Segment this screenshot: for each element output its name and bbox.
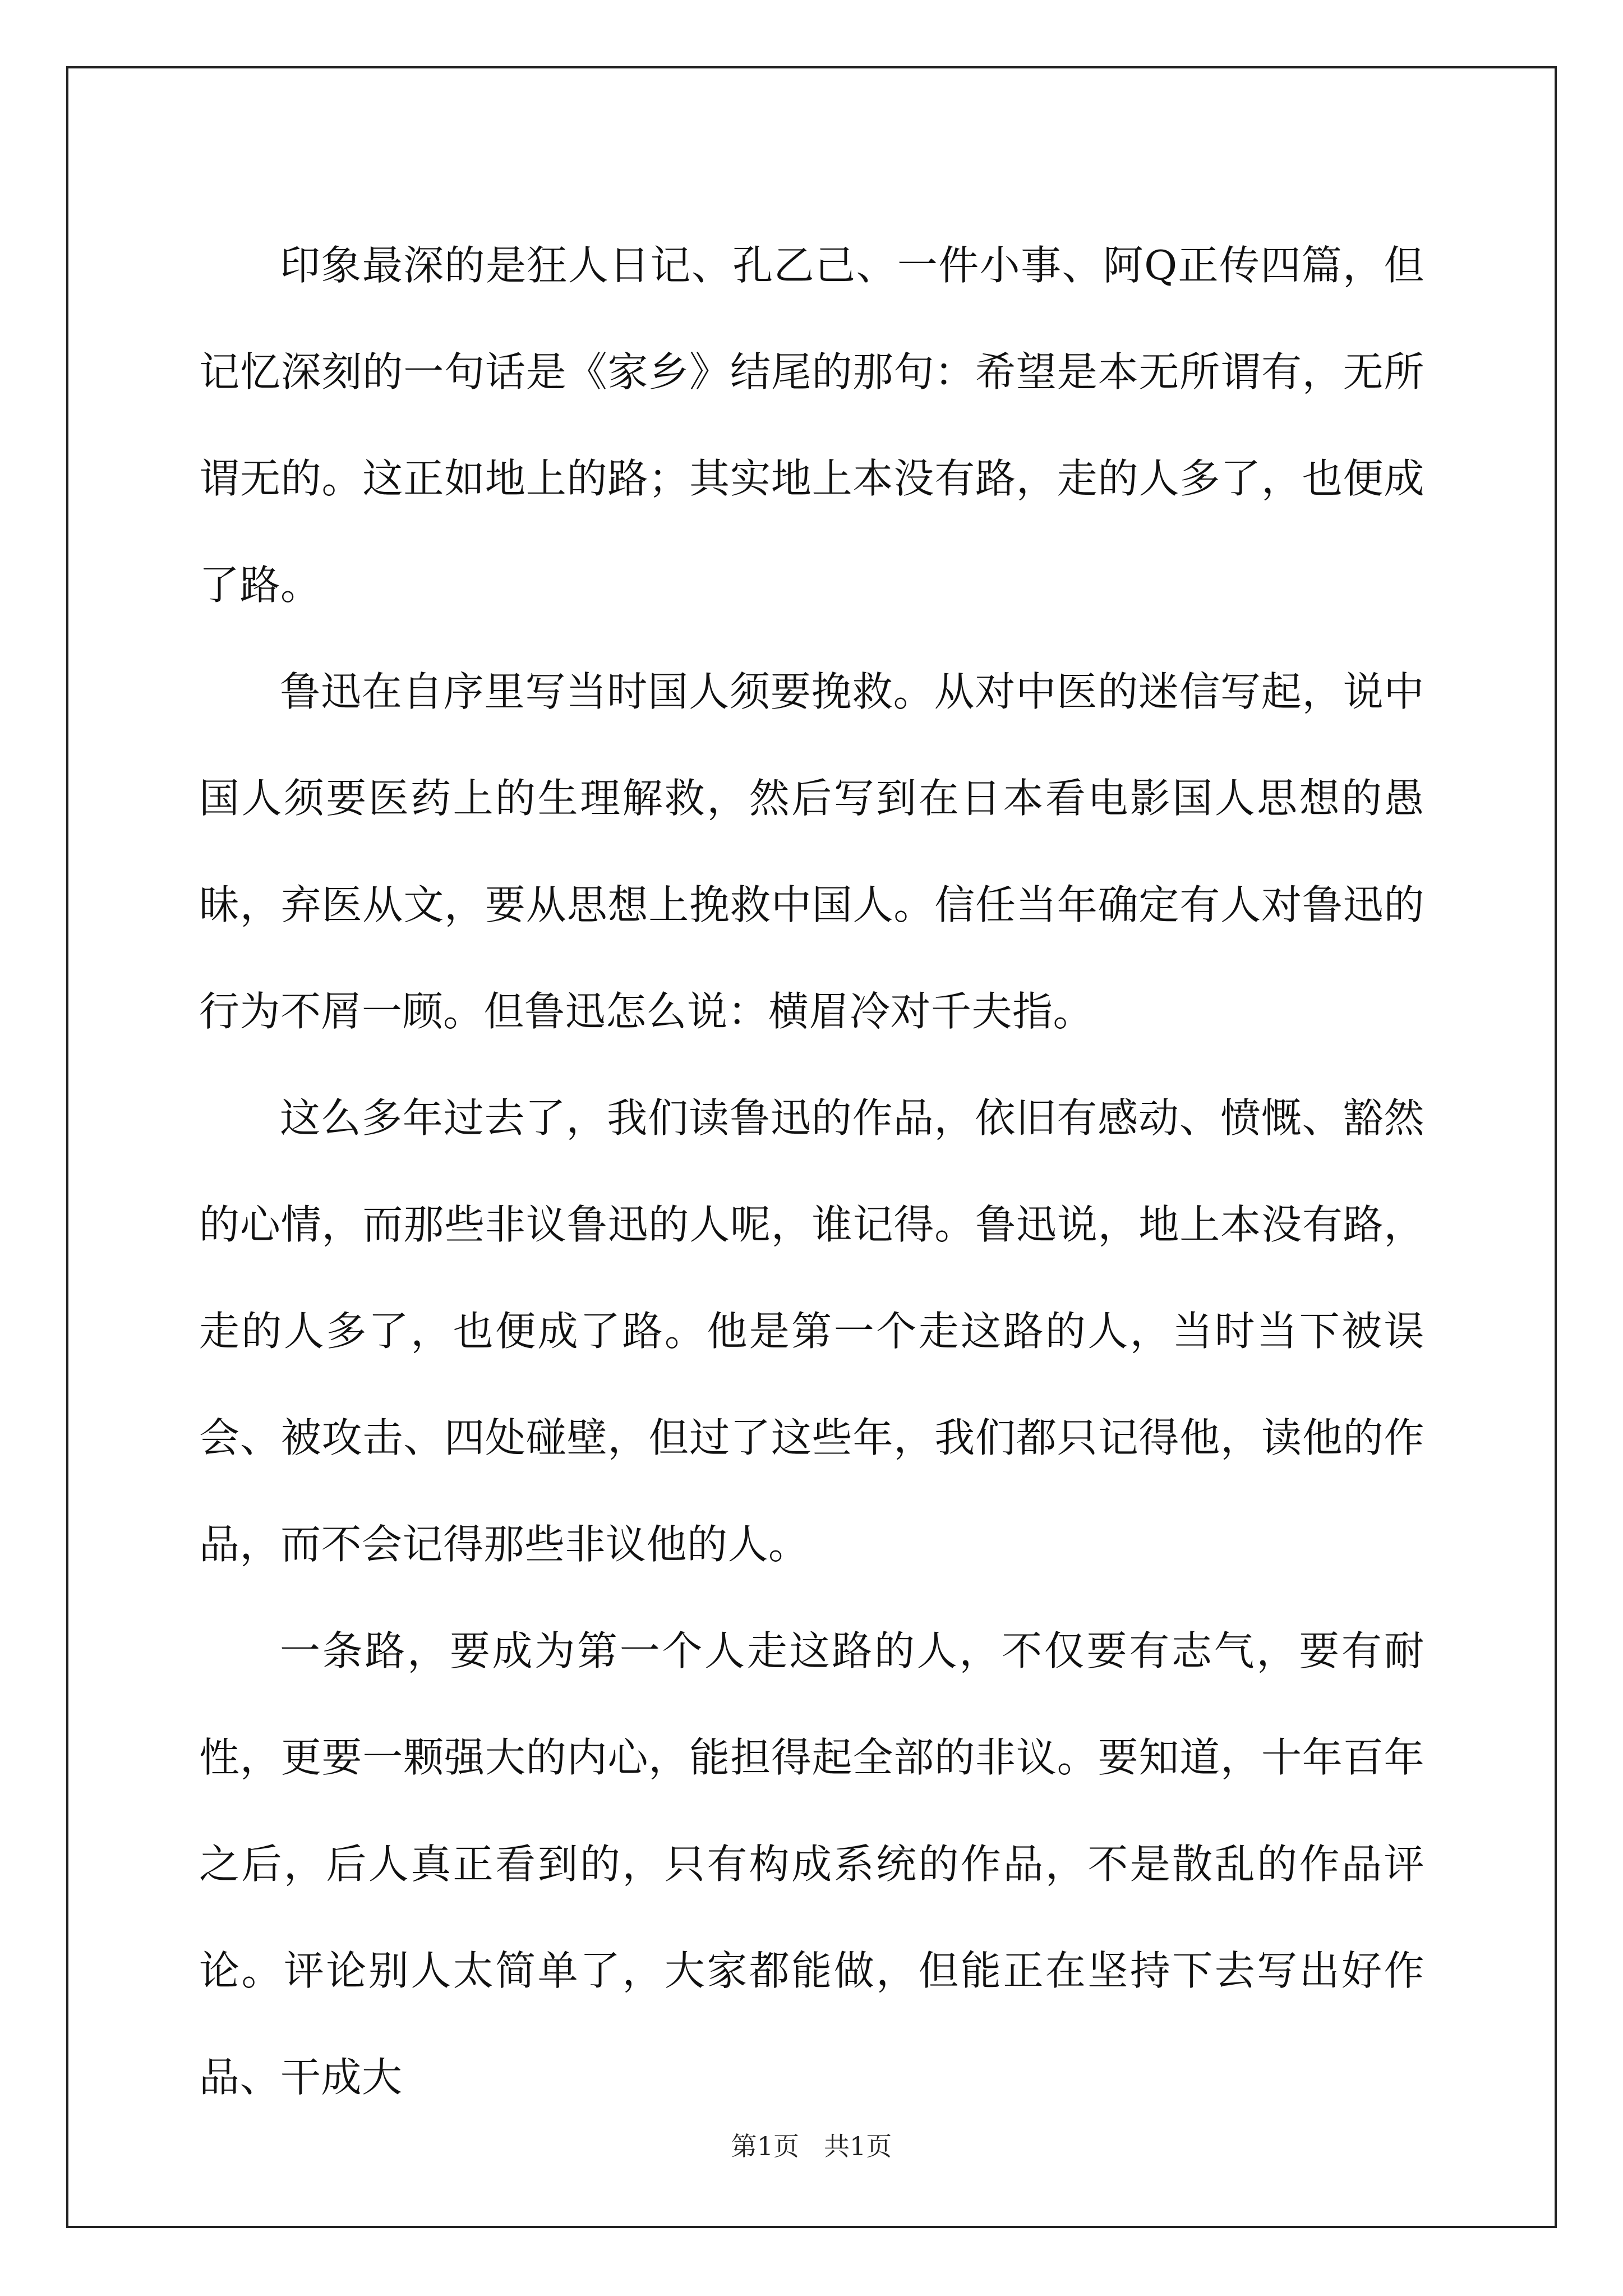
page-number-total: 共1页	[823, 2131, 892, 2161]
paragraph-4: 一条路，要成为第一个人走这路的人，不仅要有志气，要有耐性，更要一颗强大的内心，能担得起全部的非议。要知道，十年百年之后，后人真正看到的，只有构成系统的作品，不是散乱的作品评论。评论别人太简单了，大家都能做，但能正在坚持下去写出好作品、干成大	[199, 1627, 1424, 2101]
page-number-current: 第1页	[731, 2131, 800, 2161]
paragraph-1: 印象最深的是狂人日记、孔乙己、一件小事、阿Q正传四篇，但记忆深刻的一句话是《家乡》结尾的那句：希望是本无所谓有，无所谓无的。这正如地上的路；其实地上本没有路，走的人多了，也便成了路。	[199, 242, 1424, 609]
paragraph-3: 这么多年过去了，我们读鲁迅的作品，依旧有感动、愤慨、豁然的心情，而那些非议鲁迅的人呢，谁记得。鲁迅说，地上本没有路，走的人多了，也便成了路。他是第一个走这路的人，当时当下被误会、被攻击、四处碰壁，但过了这些年，我们都只记得他，读他的作品，而不会记得那些非议他的人。	[199, 1094, 1424, 1568]
paragraph-2: 鲁迅在自序里写当时国人须要挽救。从对中医的迷信写起，说中国人须要医药上的生理解救，然后写到在日本看电影国人思想的愚昧，弃医从文，要从思想上挽救中国人。信任当年确定有人对鲁迅的行为不屑一顾。但鲁迅怎么说：横眉冷对千夫指。	[199, 668, 1424, 1035]
document-body	[199, 212, 1424, 2131]
page-footer	[0, 2126, 1623, 2163]
